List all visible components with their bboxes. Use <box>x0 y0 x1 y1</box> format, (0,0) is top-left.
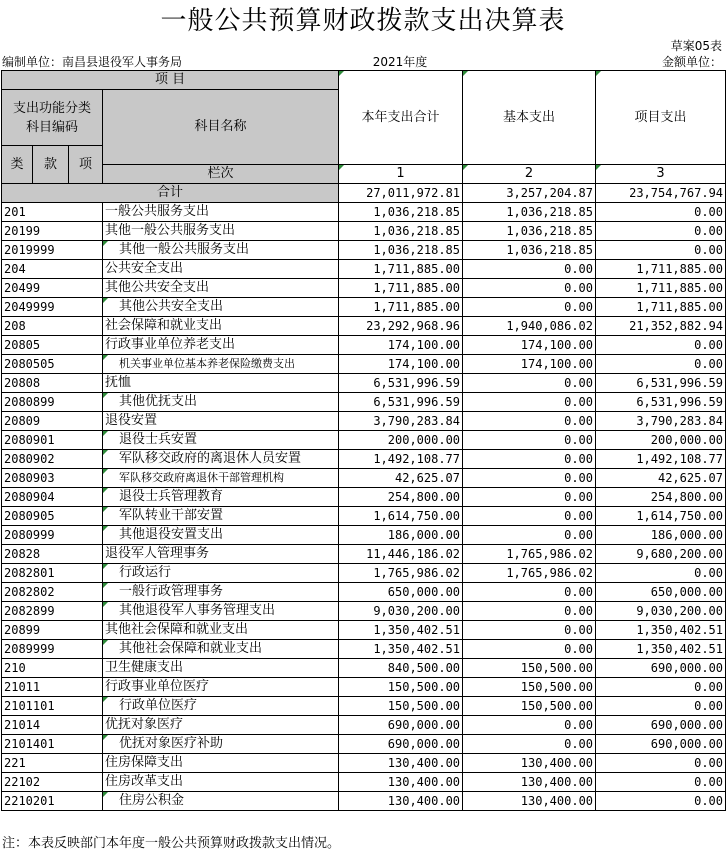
row-basic: 0.00 <box>463 412 596 431</box>
row-project: 1,711,885.00 <box>596 298 726 317</box>
row-total: 174,100.00 <box>339 336 463 355</box>
row-code: 2019999 <box>2 241 103 260</box>
row-basic: 1,765,986.02 <box>463 545 596 564</box>
row-project: 1,711,885.00 <box>596 279 726 298</box>
row-code: 2080899 <box>2 393 103 412</box>
row-code: 20828 <box>2 545 103 564</box>
row-total: 1,036,218.85 <box>339 241 463 260</box>
header-lei: 类 <box>2 146 33 184</box>
row-code: 2089999 <box>2 640 103 659</box>
header-total: 本年支出合计 <box>339 71 463 165</box>
row-code: 2101401 <box>2 735 103 754</box>
row-name: 其他公共安全支出 <box>103 298 339 317</box>
row-basic: 0.00 <box>463 507 596 526</box>
row-code: 210 <box>2 659 103 678</box>
table-row <box>2 279 726 298</box>
row-name: 行政运行 <box>103 564 339 583</box>
row-name: 行政事业单位医疗 <box>103 678 339 697</box>
row-name: 其他退役安置支出 <box>103 526 339 545</box>
row-name: 退役士兵管理教育 <box>103 488 339 507</box>
row-project: 254,800.00 <box>596 488 726 507</box>
row-name: 退役军人管理事务 <box>103 545 339 564</box>
row-project: 1,350,402.51 <box>596 621 726 640</box>
header-col2: 2 <box>463 165 596 184</box>
row-total: 1,765,986.02 <box>339 564 463 583</box>
row-project: 1,350,402.51 <box>596 640 726 659</box>
table-row <box>2 374 726 393</box>
row-basic: 0.00 <box>463 621 596 640</box>
table-row <box>2 773 726 792</box>
row-basic: 150,500.00 <box>463 678 596 697</box>
row-code: 20809 <box>2 412 103 431</box>
row-project: 9,030,200.00 <box>596 602 726 621</box>
table-row <box>2 678 726 697</box>
row-basic: 150,500.00 <box>463 659 596 678</box>
table-row <box>2 507 726 526</box>
row-total: 1,350,402.51 <box>339 640 463 659</box>
table-row <box>2 545 726 564</box>
row-name: 行政事业单位养老支出 <box>103 336 339 355</box>
row-name: 军队移交政府离退休干部管理机构 <box>103 469 339 488</box>
table-row <box>2 716 726 735</box>
row-total: 174,100.00 <box>339 355 463 374</box>
row-name: 优抚对象医疗 <box>103 716 339 735</box>
header-project: 项目支出 <box>596 71 726 165</box>
table-row <box>2 621 726 640</box>
row-total: 1,036,218.85 <box>339 203 463 222</box>
row-project: 1,492,108.77 <box>596 450 726 469</box>
row-code: 2080999 <box>2 526 103 545</box>
row-name: 退役士兵安置 <box>103 431 339 450</box>
table-row <box>2 583 726 602</box>
header-basic: 基本支出 <box>463 71 596 165</box>
row-name: 其他一般公共服务支出 <box>103 241 339 260</box>
header-func-code <box>2 90 103 146</box>
row-basic: 130,400.00 <box>463 792 596 811</box>
row-total: 690,000.00 <box>339 735 463 754</box>
row-basic: 150,500.00 <box>463 697 596 716</box>
table-row <box>2 488 726 507</box>
row-project: 0.00 <box>596 697 726 716</box>
row-project: 690,000.00 <box>596 659 726 678</box>
row-code: 2082801 <box>2 564 103 583</box>
row-code: 2080505 <box>2 355 103 374</box>
row-total: 200,000.00 <box>339 431 463 450</box>
header-subject-name: 科目名称 <box>103 90 339 165</box>
row-basic: 130,400.00 <box>463 754 596 773</box>
table-row <box>2 697 726 716</box>
table-row <box>2 754 726 773</box>
row-basic: 0.00 <box>463 393 596 412</box>
row-total: 130,400.00 <box>339 792 463 811</box>
row-name: 机关事业单位基本养老保险缴费支出 <box>103 355 339 374</box>
row-total: 186,000.00 <box>339 526 463 545</box>
table-row <box>2 412 726 431</box>
row-code: 2080903 <box>2 469 103 488</box>
row-code: 2049999 <box>2 298 103 317</box>
row-code: 20808 <box>2 374 103 393</box>
row-total: 840,500.00 <box>339 659 463 678</box>
row-code: 201 <box>2 203 103 222</box>
total-project: 23,754,767.94 <box>596 184 726 203</box>
row-code: 20805 <box>2 336 103 355</box>
row-name: 退役安置 <box>103 412 339 431</box>
header-kuan: 款 <box>33 146 69 184</box>
row-basic: 1,036,218.85 <box>463 222 596 241</box>
row-name: 其他一般公共服务支出 <box>103 222 339 241</box>
row-total: 11,446,186.02 <box>339 545 463 564</box>
row-project: 186,000.00 <box>596 526 726 545</box>
total-sum: 27,011,972.81 <box>339 184 463 203</box>
footnote: 注：本表反映部门本年度一般公共预算财政拨款支出情况。 <box>2 836 341 851</box>
meta-row <box>0 54 726 70</box>
header-lanci: 栏次 <box>103 165 339 184</box>
row-project: 1,614,750.00 <box>596 507 726 526</box>
header-xiang: 项 <box>69 146 103 184</box>
row-total: 130,400.00 <box>339 754 463 773</box>
table-row <box>2 336 726 355</box>
table-row <box>2 393 726 412</box>
row-basic: 1,036,218.85 <box>463 241 596 260</box>
row-project: 6,531,996.59 <box>596 393 726 412</box>
table-row <box>2 450 726 469</box>
row-name: 其他退役军人事务管理支出 <box>103 602 339 621</box>
row-total: 150,500.00 <box>339 678 463 697</box>
row-basic: 0.00 <box>463 716 596 735</box>
row-name: 住房公积金 <box>103 792 339 811</box>
table-row <box>2 469 726 488</box>
row-name: 军队转业干部安置 <box>103 507 339 526</box>
row-basic: 1,036,218.85 <box>463 203 596 222</box>
row-total: 1,614,750.00 <box>339 507 463 526</box>
row-basic: 0.00 <box>463 488 596 507</box>
sheet-number: 草案05表 <box>670 39 722 53</box>
row-project: 9,680,200.00 <box>596 545 726 564</box>
table-row <box>2 735 726 754</box>
row-name: 一般公共服务支出 <box>103 203 339 222</box>
row-total: 650,000.00 <box>339 583 463 602</box>
row-basic: 1,765,986.02 <box>463 564 596 583</box>
row-basic: 0.00 <box>463 374 596 393</box>
row-total: 6,531,996.59 <box>339 393 463 412</box>
row-code: 20199 <box>2 222 103 241</box>
row-code: 208 <box>2 317 103 336</box>
page-title: 一般公共预算财政拨款支出决算表 <box>160 6 566 36</box>
row-name: 其他社会保障和就业支出 <box>103 621 339 640</box>
row-project: 21,352,882.94 <box>596 317 726 336</box>
expenditure-table <box>1 70 726 811</box>
row-project: 650,000.00 <box>596 583 726 602</box>
row-code: 2080905 <box>2 507 103 526</box>
row-basic: 0.00 <box>463 602 596 621</box>
table-row <box>2 526 726 545</box>
row-total: 3,790,283.84 <box>339 412 463 431</box>
row-name: 行政单位医疗 <box>103 697 339 716</box>
row-code: 21011 <box>2 678 103 697</box>
row-total: 1,711,885.00 <box>339 279 463 298</box>
row-total: 130,400.00 <box>339 773 463 792</box>
row-project: 0.00 <box>596 564 726 583</box>
row-code: 22102 <box>2 773 103 792</box>
row-total: 1,492,108.77 <box>339 450 463 469</box>
row-basic: 0.00 <box>463 526 596 545</box>
row-total: 1,036,218.85 <box>339 222 463 241</box>
row-basic: 174,100.00 <box>463 355 596 374</box>
row-name: 抚恤 <box>103 374 339 393</box>
table-row <box>2 298 726 317</box>
row-total: 150,500.00 <box>339 697 463 716</box>
row-name: 优抚对象医疗补助 <box>103 735 339 754</box>
row-name: 其他优抚支出 <box>103 393 339 412</box>
table-row <box>2 355 726 374</box>
row-project: 0.00 <box>596 336 726 355</box>
row-code: 20499 <box>2 279 103 298</box>
row-total: 254,800.00 <box>339 488 463 507</box>
row-basic: 0.00 <box>463 640 596 659</box>
row-project: 0.00 <box>596 241 726 260</box>
row-name: 社会保障和就业支出 <box>103 317 339 336</box>
row-code: 20899 <box>2 621 103 640</box>
row-project: 6,531,996.59 <box>596 374 726 393</box>
row-basic: 0.00 <box>463 469 596 488</box>
row-name: 住房改革支出 <box>103 773 339 792</box>
row-name: 一般行政管理事务 <box>103 583 339 602</box>
row-code: 2080904 <box>2 488 103 507</box>
header-col3: 3 <box>596 165 726 184</box>
row-code: 2080902 <box>2 450 103 469</box>
header-func-code-line2: 科目编码 <box>25 119 78 135</box>
row-basic: 0.00 <box>463 735 596 754</box>
row-project: 0.00 <box>596 203 726 222</box>
row-project: 0.00 <box>596 754 726 773</box>
row-basic: 0.00 <box>463 260 596 279</box>
row-code: 2080901 <box>2 431 103 450</box>
row-basic: 130,400.00 <box>463 773 596 792</box>
row-code: 2210201 <box>2 792 103 811</box>
table-row <box>2 203 726 222</box>
table-row <box>2 222 726 241</box>
table-row <box>2 317 726 336</box>
row-total: 1,711,885.00 <box>339 298 463 317</box>
money-unit: 金额单位： <box>661 55 722 69</box>
row-name: 住房保障支出 <box>103 754 339 773</box>
row-name: 卫生健康支出 <box>103 659 339 678</box>
row-project: 690,000.00 <box>596 735 726 754</box>
table-row <box>2 564 726 583</box>
row-name: 其他社会保障和就业支出 <box>103 640 339 659</box>
table-row <box>2 792 726 811</box>
row-total: 9,030,200.00 <box>339 602 463 621</box>
row-code: 221 <box>2 754 103 773</box>
table-row <box>2 431 726 450</box>
row-code: 2082802 <box>2 583 103 602</box>
row-name: 其他公共安全支出 <box>103 279 339 298</box>
row-total: 1,350,402.51 <box>339 621 463 640</box>
row-code: 2101101 <box>2 697 103 716</box>
row-basic: 0.00 <box>463 450 596 469</box>
row-basic: 0.00 <box>463 583 596 602</box>
row-project: 3,790,283.84 <box>596 412 726 431</box>
row-total: 6,531,996.59 <box>339 374 463 393</box>
total-basic: 3,257,204.87 <box>463 184 596 203</box>
row-code: 204 <box>2 260 103 279</box>
row-total: 1,711,885.00 <box>339 260 463 279</box>
prepared-unit: 编制单位：南昌县退役军人事务局 <box>2 55 183 69</box>
row-project: 690,000.00 <box>596 716 726 735</box>
row-project: 0.00 <box>596 355 726 374</box>
row-project: 0.00 <box>596 792 726 811</box>
header-func-code-line1: 支出功能分类 <box>12 100 91 116</box>
row-total: 690,000.00 <box>339 716 463 735</box>
table-row <box>2 260 726 279</box>
row-basic: 0.00 <box>463 431 596 450</box>
header-col1: 1 <box>339 165 463 184</box>
header-item: 项 目 <box>2 71 339 90</box>
table-row <box>2 602 726 621</box>
row-project: 0.00 <box>596 222 726 241</box>
row-basic: 1,940,086.02 <box>463 317 596 336</box>
total-label: 合计 <box>2 184 339 203</box>
row-project: 200,000.00 <box>596 431 726 450</box>
row-total: 23,292,968.96 <box>339 317 463 336</box>
fiscal-year: 2021年度 <box>372 55 428 69</box>
table-row <box>2 640 726 659</box>
row-total: 42,625.07 <box>339 469 463 488</box>
row-project: 0.00 <box>596 773 726 792</box>
row-name: 军队移交政府的离退休人员安置 <box>103 450 339 469</box>
table-row <box>2 241 726 260</box>
row-basic: 0.00 <box>463 298 596 317</box>
table-row <box>2 659 726 678</box>
row-project: 42,625.07 <box>596 469 726 488</box>
row-basic: 174,100.00 <box>463 336 596 355</box>
row-code: 2082899 <box>2 602 103 621</box>
row-basic: 0.00 <box>463 279 596 298</box>
row-name: 公共安全支出 <box>103 260 339 279</box>
row-code: 21014 <box>2 716 103 735</box>
row-project: 0.00 <box>596 678 726 697</box>
row-project: 1,711,885.00 <box>596 260 726 279</box>
